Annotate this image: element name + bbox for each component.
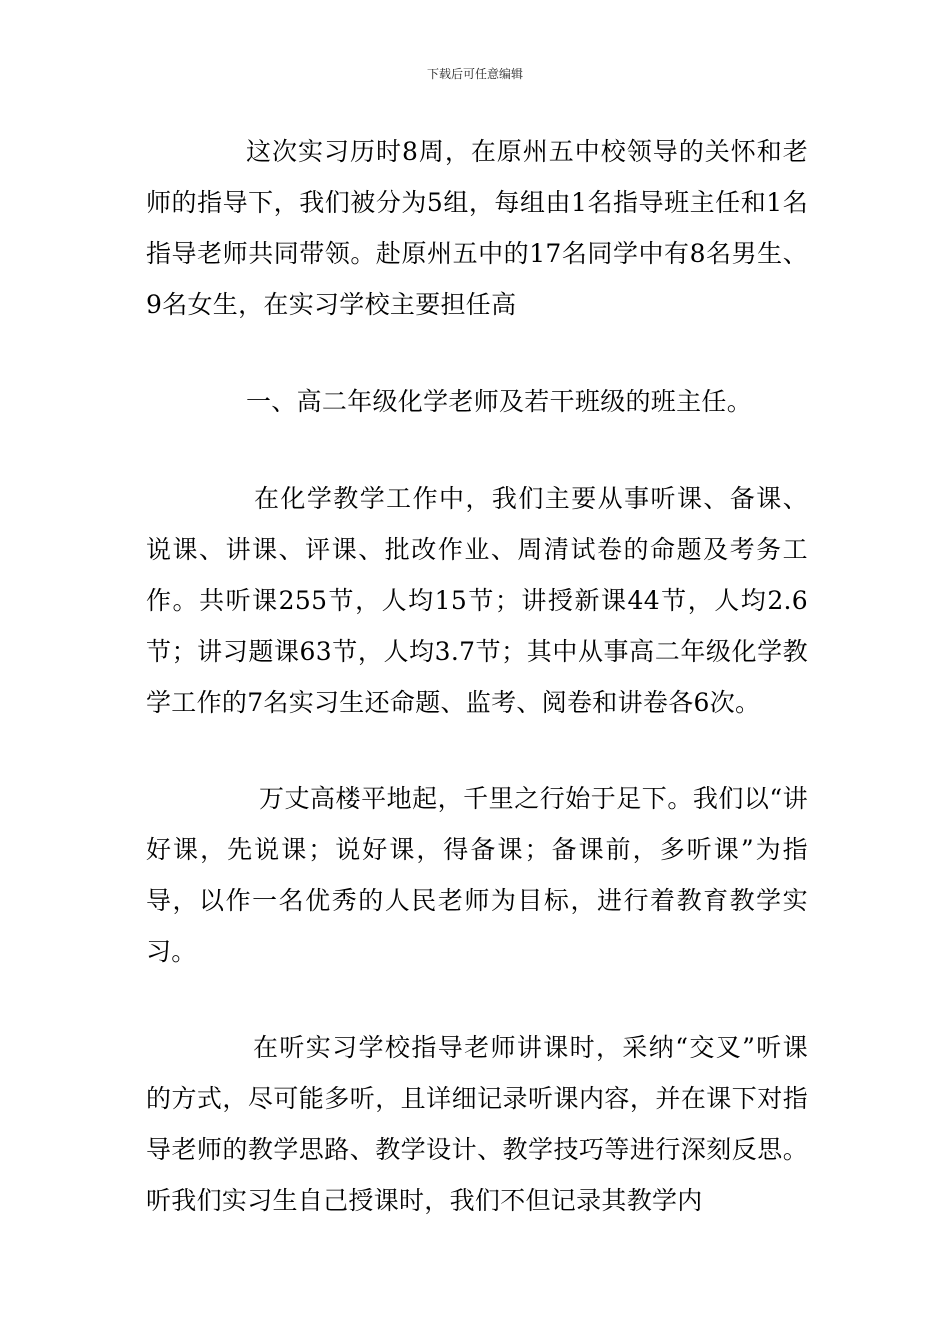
- paragraph-section-heading: 一、高二年级化学老师及若干班级的班主任。: [246, 387, 753, 416]
- paragraph-class-observation: 在听实习学校指导老师讲课时，采纳“交叉”听课的方式，尽可能多听，且详细记录听课内容，并在课下对指导老师的教学思路、教学设计、教学技巧等进行深刻反思。听我们实习生自己授课时，我们不但记录其教学内: [146, 1033, 808, 1215]
- paragraph-teaching-philosophy: 万丈高楼平地起，千里之行始于足下。我们以“讲好课，先说课；说好课，得备课；备课前，多听课”为指导，以作一名优秀的人民老师为目标，进行着教育教学实习。: [146, 784, 808, 966]
- page-header: 下载后可任意编辑: [426, 67, 523, 81]
- paragraph-teaching-work: 在化学教学工作中，我们主要从事听课、备课、说课、讲课、评课、批改作业、周清试卷的命题及考务工作。共听课255节，人均15节；讲授新课44节，人均2.6节；讲习题课63节，人均3.7节；其中从事高二年级化学教学工作的7名实习生还命题、监考、阅卷和讲卷各6次。: [146, 484, 808, 717]
- paragraph-internship-overview: 这次实习历时8周，在原州五中校领导的关怀和老师的指导下，我们被分为5组，每组由1名指导班主任和1名指导老师共同带领。赴原州五中的17名同学中有8名男生、9名女生，在实习学校主要担任高: [146, 137, 808, 319]
